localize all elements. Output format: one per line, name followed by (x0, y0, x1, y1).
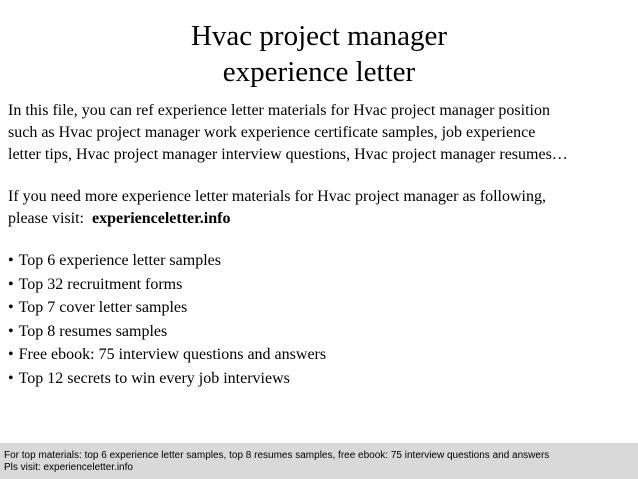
slide-title (0, 18, 638, 90)
list-item-text: Free ebook: 75 interview questions and answers (18, 346, 327, 363)
footer-line-2[interactable]: Pls visit: experienceletter.info (4, 462, 133, 473)
list-item (8, 343, 628, 367)
visit-line-2 (8, 208, 636, 230)
footer-bar (0, 443, 638, 479)
intro-line-1: In this file, you can ref experience letter materials for Hvac project manager position (8, 102, 550, 119)
list-item (8, 249, 628, 273)
bullet-icon: • (8, 346, 14, 363)
footer-line-1: For top materials: top 6 experience letter samples, top 8 resumes samples, free ebook: 75 interview questions and answers (4, 450, 550, 461)
visit-paragraph (8, 186, 636, 230)
website-link[interactable]: experienceletter.info (91, 210, 231, 227)
list-item (8, 367, 628, 391)
intro-paragraph (8, 100, 636, 166)
list-item-text: Top 6 experience letter samples (18, 252, 221, 269)
materials-list (8, 249, 628, 390)
intro-line-2: such as Hvac project manager work experience certificate samples, job experience (8, 124, 536, 141)
bullet-icon: • (8, 322, 14, 340)
list-item (8, 273, 628, 297)
list-item (8, 296, 628, 320)
bullet-icon: • (8, 275, 14, 293)
title-line-1: Hvac project manager (190, 20, 448, 52)
list-item (8, 320, 628, 344)
list-item-text: Top 12 secrets to win every job interviews (18, 369, 290, 387)
list-item-text: Top 32 recruitment forms (18, 275, 183, 293)
intro-line-3: letter tips, Hvac project manager interview questions, Hvac project manager resumes… (8, 146, 568, 163)
title-line-2: experience letter (222, 56, 416, 88)
bullet-icon: • (8, 299, 14, 316)
visit-line-1: If you need more experience letter materials for Hvac project manager as following, (8, 188, 546, 205)
bullet-icon: • (8, 252, 14, 269)
bullet-icon: • (8, 369, 14, 387)
list-item-text: Top 8 resumes samples (18, 322, 168, 340)
list-item-text: Top 7 cover letter samples (18, 299, 188, 316)
visit-prefix: please visit: (8, 210, 92, 227)
